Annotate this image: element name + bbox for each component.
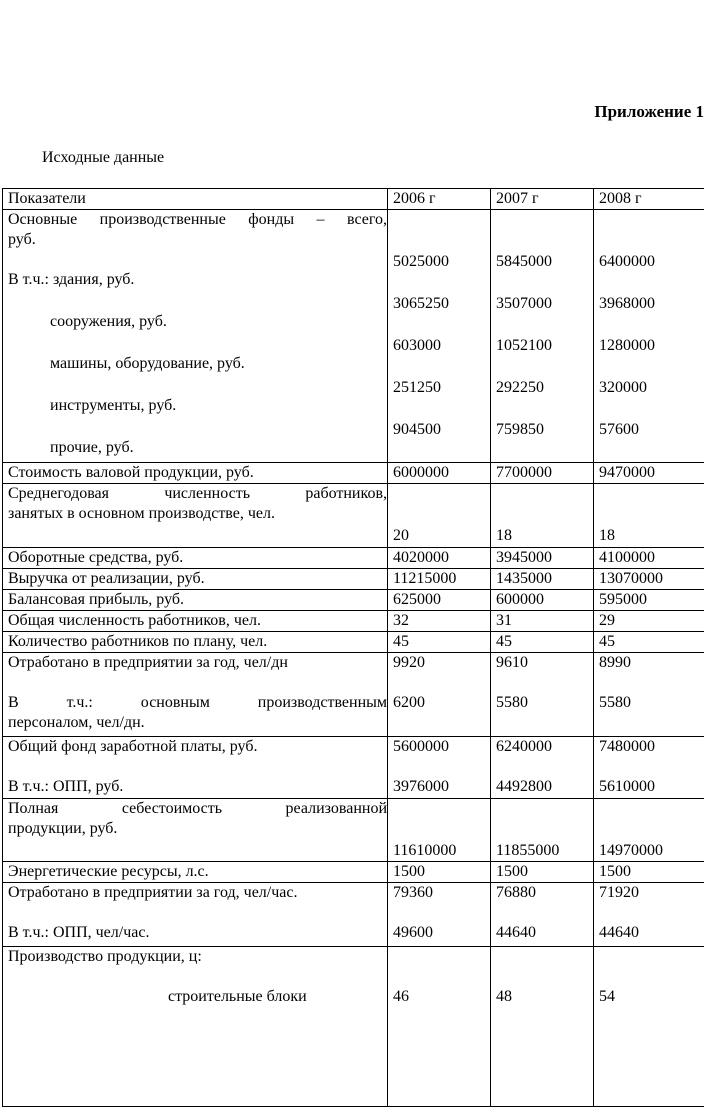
row-label — [3, 737, 388, 799]
row-label — [3, 883, 388, 947]
label-line: сооружения, руб. — [8, 312, 387, 332]
value: 9610 — [496, 653, 593, 673]
value: 44640 — [599, 923, 704, 943]
value-cell — [388, 210, 491, 463]
header-year-2006: 2006 г — [388, 189, 491, 210]
label-line: строительные блоки — [8, 987, 387, 1007]
value-cell: 1500 — [388, 862, 491, 883]
value-cell — [594, 799, 704, 862]
value-cell — [594, 737, 704, 799]
table-row — [3, 611, 704, 632]
value-cell: 45 — [388, 632, 491, 653]
value-cell — [491, 799, 594, 862]
label-line: прочие, руб. — [8, 438, 387, 458]
value-cell: 3945000 — [491, 548, 594, 569]
value: 6200 — [393, 693, 490, 713]
table-header-row — [3, 189, 704, 210]
value: 1052100 — [496, 336, 593, 356]
label-line: руб. — [8, 230, 387, 250]
row-label: Оборотные средства, руб. — [3, 548, 388, 569]
table-row — [3, 862, 704, 883]
value: 759850 — [496, 420, 593, 440]
value-cell — [388, 484, 491, 548]
table-row — [3, 484, 704, 548]
table-row — [3, 463, 704, 484]
label-line: В т.ч.: основным производственным — [8, 693, 387, 713]
table-row — [3, 883, 704, 947]
value: 18 — [599, 526, 704, 546]
table-row — [3, 947, 704, 1107]
value-cell — [388, 883, 491, 947]
value: 46 — [393, 987, 490, 1007]
value: 14970000 — [599, 841, 704, 861]
value: 251250 — [393, 378, 490, 398]
value-cell: 29 — [594, 611, 704, 632]
value: 71920 — [599, 883, 704, 903]
value-cell: 45 — [491, 632, 594, 653]
label-line: Среднегодовая численность работников, — [8, 484, 387, 504]
value: 6400000 — [599, 252, 704, 272]
value: 76880 — [496, 883, 593, 903]
value: 1280000 — [599, 336, 704, 356]
value-cell — [491, 737, 594, 799]
row-label: Стоимость валовой продукции, руб. — [3, 463, 388, 484]
value-cell — [594, 883, 704, 947]
table-row — [3, 653, 704, 737]
value-cell: 1500 — [594, 862, 704, 883]
value-cell: 13070000 — [594, 569, 704, 590]
value-cell: 9470000 — [594, 463, 704, 484]
label-line: продукции, руб. — [8, 819, 387, 839]
value-cell: 4100000 — [594, 548, 704, 569]
document-subtitle: Исходные данные — [42, 148, 164, 168]
value: 79360 — [393, 883, 490, 903]
source-data-table — [2, 188, 704, 1107]
value: 20 — [393, 526, 490, 546]
value: 904500 — [393, 420, 490, 440]
value: 11855000 — [496, 841, 593, 861]
label-line: Отработано в предприятии за год, чел/час. — [8, 883, 387, 903]
header-year-2008: 2008 г — [594, 189, 704, 210]
value: 49600 — [393, 923, 490, 943]
table-row — [3, 799, 704, 862]
label-line: персоналом, чел/дн. — [8, 713, 387, 733]
value: 5580 — [496, 693, 593, 713]
value: 320000 — [599, 378, 704, 398]
value: 3976000 — [393, 777, 490, 797]
label-line: Полная себестоимость реализованной — [8, 799, 387, 819]
value: 292250 — [496, 378, 593, 398]
value: 4492800 — [496, 777, 593, 797]
row-label — [3, 484, 388, 548]
value-cell: 1435000 — [491, 569, 594, 590]
label-line: В т.ч.: здания, руб. — [8, 270, 387, 290]
label-line: В т.ч.: ОПП, чел/час. — [8, 923, 387, 943]
row-label: Энергетические ресурсы, л.с. — [3, 862, 388, 883]
value-cell: 595000 — [594, 590, 704, 611]
table-row — [3, 590, 704, 611]
label-line: Производство продукции, ц: — [8, 947, 387, 967]
value-cell — [491, 210, 594, 463]
value: 5600000 — [393, 737, 490, 757]
row-label — [3, 799, 388, 862]
table-row — [3, 210, 704, 463]
appendix-title: Приложение 1 — [594, 102, 704, 122]
row-label: Выручка от реализации, руб. — [3, 569, 388, 590]
value-cell — [491, 947, 594, 1107]
table-row — [3, 548, 704, 569]
row-label: Количество работников по плану, чел. — [3, 632, 388, 653]
value: 57600 — [599, 420, 704, 440]
label-line: машины, оборудование, руб. — [8, 354, 387, 374]
value: 5025000 — [393, 252, 490, 272]
value: 7480000 — [599, 737, 704, 757]
value: 3065250 — [393, 294, 490, 314]
row-label: Общая численность работников, чел. — [3, 611, 388, 632]
row-label: Балансовая прибыль, руб. — [3, 590, 388, 611]
value: 9920 — [393, 653, 490, 673]
value: 54 — [599, 987, 704, 1007]
value-cell — [594, 484, 704, 548]
value-cell — [594, 653, 704, 737]
table-row — [3, 569, 704, 590]
label-line: Отработано в предприятии за год, чел/дн — [8, 653, 387, 673]
value: 18 — [496, 526, 593, 546]
value-cell: 625000 — [388, 590, 491, 611]
label-line: инструменты, руб. — [8, 396, 387, 416]
value: 11610000 — [393, 841, 490, 861]
value-cell — [388, 653, 491, 737]
value-cell — [594, 210, 704, 463]
value: 3968000 — [599, 294, 704, 314]
value-cell — [388, 799, 491, 862]
value: 6240000 — [496, 737, 593, 757]
row-label — [3, 210, 388, 463]
value-cell — [594, 947, 704, 1107]
value-cell — [388, 947, 491, 1107]
label-line: Основные производственные фонды – всего, — [8, 210, 387, 230]
label-line: занятых в основном производстве, чел. — [8, 504, 387, 524]
value-cell: 31 — [491, 611, 594, 632]
value: 3507000 — [496, 294, 593, 314]
value: 48 — [496, 987, 593, 1007]
value: 603000 — [393, 336, 490, 356]
value: 5580 — [599, 693, 704, 713]
header-year-2007: 2007 г — [491, 189, 594, 210]
value: 44640 — [496, 923, 593, 943]
value: 5610000 — [599, 777, 704, 797]
value-cell: 4020000 — [388, 548, 491, 569]
row-label — [3, 947, 388, 1107]
value-cell: 45 — [594, 632, 704, 653]
header-indicators: Показатели — [3, 189, 388, 210]
value-cell — [491, 653, 594, 737]
value-cell — [491, 484, 594, 548]
value-cell — [388, 737, 491, 799]
value: 8990 — [599, 653, 704, 673]
value-cell: 600000 — [491, 590, 594, 611]
value: 5845000 — [496, 252, 593, 272]
value-cell: 11215000 — [388, 569, 491, 590]
table-row — [3, 737, 704, 799]
value-cell: 6000000 — [388, 463, 491, 484]
value-cell: 1500 — [491, 862, 594, 883]
value-cell — [491, 883, 594, 947]
label-line: Общий фонд заработной платы, руб. — [8, 737, 387, 757]
row-label — [3, 653, 388, 737]
value-cell: 32 — [388, 611, 491, 632]
value-cell: 7700000 — [491, 463, 594, 484]
label-line: В т.ч.: ОПП, руб. — [8, 777, 387, 797]
table-row — [3, 632, 704, 653]
